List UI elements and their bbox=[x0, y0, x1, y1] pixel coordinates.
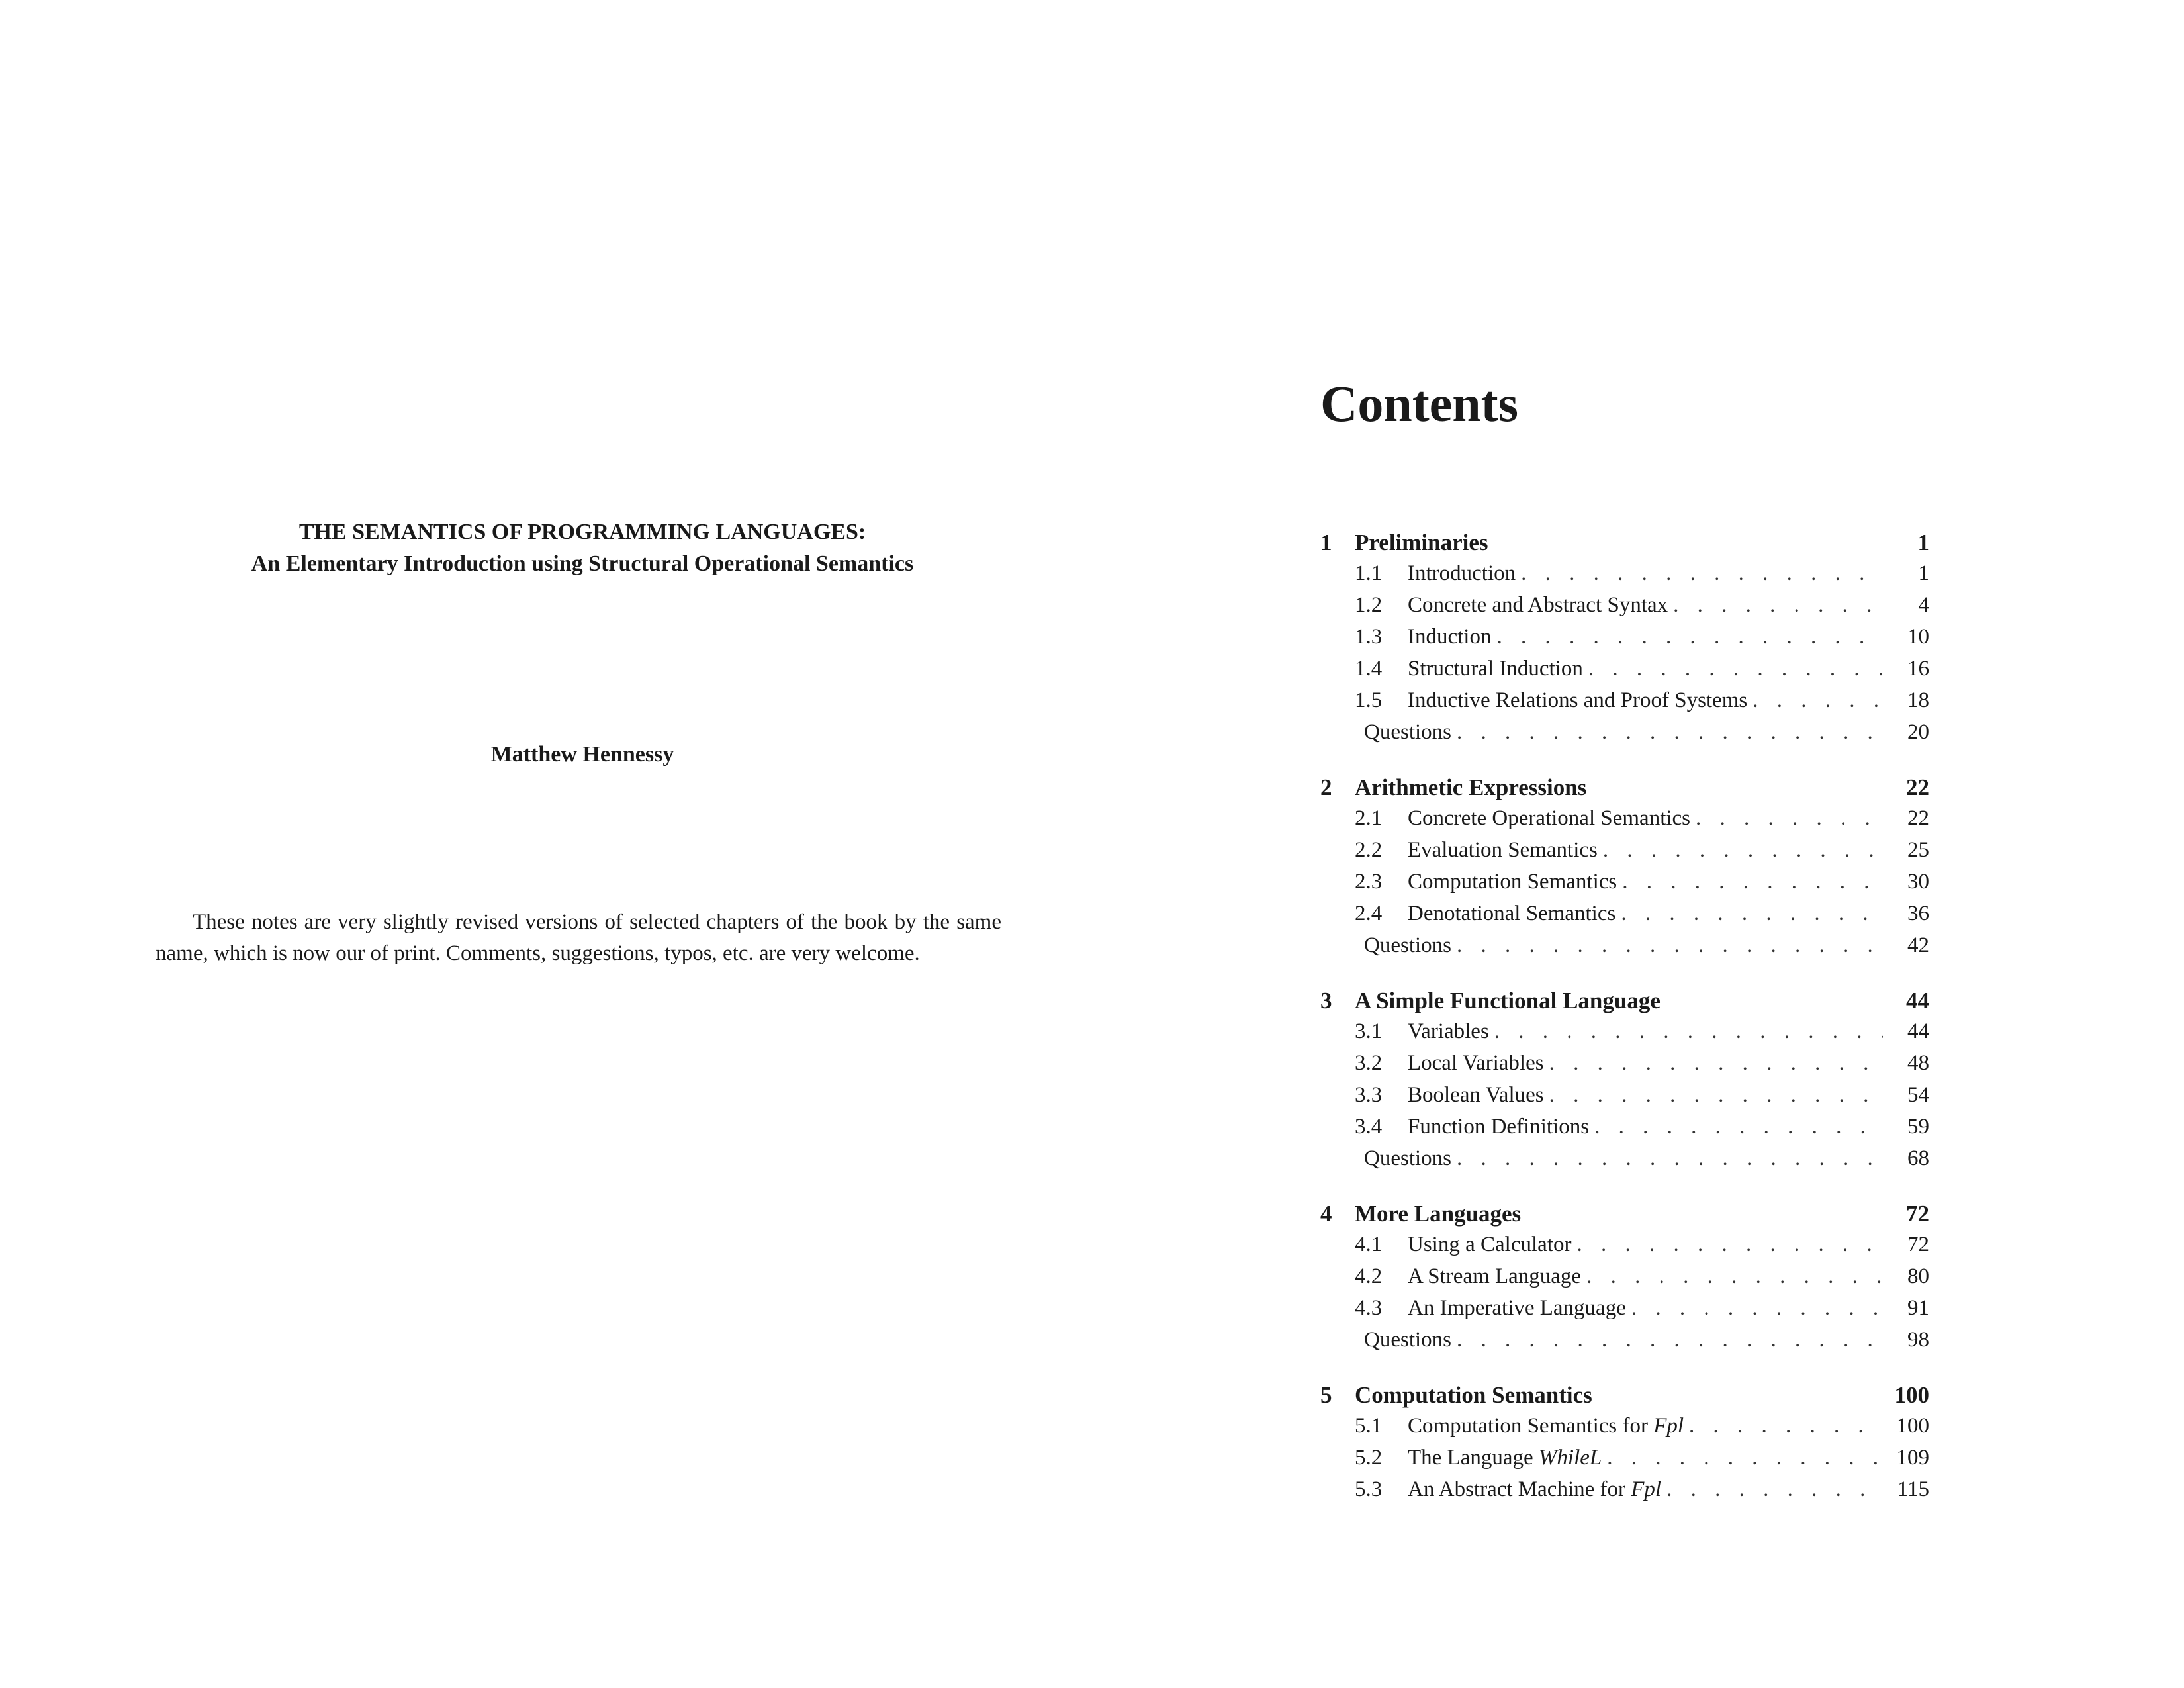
section-page-number: 4 bbox=[1918, 593, 1929, 617]
section-page-number: 16 bbox=[1907, 657, 1929, 680]
section-title-text: Local Variables bbox=[1408, 1051, 1544, 1075]
chapter-number: 3 bbox=[1320, 988, 1332, 1013]
section-page-number: 115 bbox=[1897, 1477, 1929, 1501]
section-title bbox=[1408, 657, 1588, 681]
dot-leader bbox=[1631, 1296, 1883, 1321]
dot-leader bbox=[1457, 720, 1883, 745]
section-title-text: An Imperative Language bbox=[1408, 1296, 1626, 1320]
toc-chapter-row[interactable] bbox=[1320, 1382, 1929, 1414]
toc-chapter-row[interactable] bbox=[1320, 988, 1929, 1019]
section-number: 3.3 bbox=[1355, 1083, 1383, 1107]
section-title bbox=[1408, 1264, 1586, 1289]
toc-chapter-row[interactable] bbox=[1320, 530, 1929, 561]
section-number: 1.2 bbox=[1355, 593, 1383, 617]
chapter-title: More Languages bbox=[1355, 1201, 1522, 1227]
section-title bbox=[1408, 1083, 1549, 1107]
section-title bbox=[1408, 1051, 1549, 1076]
section-page-number: 30 bbox=[1907, 870, 1929, 894]
section-title bbox=[1408, 688, 1752, 713]
section-title-text: Structural Induction bbox=[1408, 657, 1583, 680]
dot-leader bbox=[1603, 838, 1883, 863]
toc-questions-row[interactable] bbox=[1320, 933, 1929, 965]
toc-section-row[interactable] bbox=[1320, 902, 1929, 933]
toc-questions-row[interactable] bbox=[1320, 1147, 1929, 1178]
toc-section-row[interactable] bbox=[1320, 1296, 1929, 1328]
dot-leader bbox=[1673, 593, 1883, 618]
toc-section-row[interactable] bbox=[1320, 1477, 1929, 1509]
chapter-page-number: 22 bbox=[1906, 774, 1929, 800]
contents-heading: Contents bbox=[1320, 375, 1519, 432]
section-page-number: 80 bbox=[1907, 1264, 1929, 1288]
section-page-number: 42 bbox=[1907, 933, 1929, 957]
section-title-text: Questions bbox=[1364, 1328, 1451, 1352]
section-title-text: Questions bbox=[1364, 1147, 1451, 1170]
section-page-number: 36 bbox=[1907, 902, 1929, 925]
author-name: Matthew Hennessy bbox=[490, 742, 674, 767]
section-number: 1.1 bbox=[1355, 561, 1383, 585]
section-title bbox=[1408, 902, 1621, 926]
section-number: 5.2 bbox=[1355, 1446, 1383, 1470]
section-number: 3.2 bbox=[1355, 1051, 1383, 1075]
dot-leader bbox=[1521, 561, 1883, 586]
toc-section-row[interactable] bbox=[1320, 657, 1929, 688]
section-number: 2.1 bbox=[1355, 806, 1383, 830]
section-number: 4.1 bbox=[1355, 1233, 1383, 1256]
section-number: 2.4 bbox=[1355, 902, 1383, 925]
section-page-number: 48 bbox=[1907, 1051, 1929, 1075]
preface-note: These notes are very slightly revised versions of selected chapters of the book by the same name, which is now our of print. Comments, suggestions, typos, etc. are very welcome. bbox=[156, 910, 1001, 965]
section-page-number: 59 bbox=[1907, 1115, 1929, 1139]
toc-section-row[interactable] bbox=[1320, 806, 1929, 838]
section-title bbox=[1408, 870, 1622, 894]
section-title-text: Computation Semantics for bbox=[1408, 1414, 1654, 1438]
section-title-text: Concrete and Abstract Syntax bbox=[1408, 593, 1668, 617]
toc-section-row[interactable] bbox=[1320, 1264, 1929, 1296]
section-title-text: An Abstract Machine for bbox=[1408, 1477, 1631, 1501]
toc-chapter bbox=[1320, 1201, 1929, 1360]
section-page-number: 100 bbox=[1896, 1414, 1929, 1438]
toc-section-row[interactable] bbox=[1320, 1233, 1929, 1264]
dot-leader bbox=[1457, 1147, 1883, 1171]
chapter-number: 4 bbox=[1320, 1201, 1332, 1227]
section-number: 1.4 bbox=[1355, 657, 1383, 680]
chapter-title: Preliminaries bbox=[1355, 530, 1488, 555]
section-title-italic: WhileL bbox=[1538, 1446, 1602, 1470]
section-title bbox=[1408, 1019, 1494, 1044]
section-title-text: Concrete Operational Semantics bbox=[1408, 806, 1691, 830]
toc-questions-row[interactable] bbox=[1320, 720, 1929, 752]
section-title bbox=[1320, 1147, 1457, 1171]
dot-leader bbox=[1549, 1051, 1883, 1076]
dot-leader bbox=[1666, 1477, 1883, 1502]
section-title bbox=[1320, 933, 1457, 958]
book-title bbox=[156, 516, 1009, 580]
toc-section-row[interactable] bbox=[1320, 593, 1929, 625]
dot-leader bbox=[1457, 933, 1883, 958]
section-number: 2.3 bbox=[1355, 870, 1383, 894]
section-title-text: Boolean Values bbox=[1408, 1083, 1544, 1107]
dot-leader bbox=[1607, 1446, 1883, 1470]
section-number: 1.5 bbox=[1355, 688, 1383, 712]
section-title bbox=[1408, 838, 1603, 863]
toc-section-row[interactable] bbox=[1320, 1115, 1929, 1147]
dot-leader bbox=[1457, 1328, 1883, 1352]
toc-section-row[interactable] bbox=[1320, 561, 1929, 593]
toc-section-row[interactable] bbox=[1320, 1446, 1929, 1477]
section-title-text: A Stream Language bbox=[1408, 1264, 1582, 1288]
section-page-number: 68 bbox=[1907, 1147, 1929, 1170]
dot-leader bbox=[1588, 657, 1883, 681]
toc-section-row[interactable] bbox=[1320, 1083, 1929, 1115]
table-of-contents bbox=[1320, 530, 1929, 1532]
dot-leader bbox=[1594, 1115, 1883, 1139]
toc-section-row[interactable] bbox=[1320, 870, 1929, 902]
chapter-page-number: 72 bbox=[1906, 1201, 1929, 1227]
section-page-number: 109 bbox=[1896, 1446, 1929, 1470]
section-title-text: Variables bbox=[1408, 1019, 1489, 1043]
section-page-number: 10 bbox=[1907, 625, 1929, 649]
title-line-2: An Elementary Introduction using Structural Operational Semantics bbox=[251, 551, 914, 576]
toc-section-row[interactable] bbox=[1320, 625, 1929, 657]
section-title-text: Using a Calculator bbox=[1408, 1233, 1572, 1256]
dot-leader bbox=[1586, 1264, 1883, 1289]
toc-section-row[interactable] bbox=[1320, 1051, 1929, 1083]
dot-leader bbox=[1696, 806, 1883, 831]
chapter-title: Computation Semantics bbox=[1355, 1382, 1592, 1408]
section-title-italic: Fpl bbox=[1631, 1477, 1662, 1501]
section-title-text: Computation Semantics bbox=[1408, 870, 1617, 894]
chapter-number: 5 bbox=[1320, 1382, 1332, 1408]
section-title bbox=[1320, 720, 1457, 745]
section-number: 3.4 bbox=[1355, 1115, 1383, 1139]
section-title-text: The Language bbox=[1408, 1446, 1539, 1470]
section-title-italic: Fpl bbox=[1653, 1414, 1684, 1438]
section-title bbox=[1320, 1328, 1457, 1352]
dot-leader bbox=[1622, 870, 1883, 894]
chapter-title: A Simple Functional Language bbox=[1355, 988, 1661, 1013]
section-page-number: 25 bbox=[1907, 838, 1929, 862]
section-number: 4.3 bbox=[1355, 1296, 1383, 1320]
dot-leader bbox=[1494, 1019, 1883, 1044]
section-title bbox=[1408, 1446, 1607, 1470]
section-title bbox=[1408, 1233, 1576, 1257]
section-page-number: 91 bbox=[1907, 1296, 1929, 1320]
toc-section-row[interactable] bbox=[1320, 688, 1929, 720]
chapter-number: 2 bbox=[1320, 774, 1332, 800]
section-title bbox=[1408, 1414, 1689, 1438]
chapter-number: 1 bbox=[1320, 530, 1332, 555]
section-page-number: 1 bbox=[1918, 561, 1929, 585]
toc-section-row[interactable] bbox=[1320, 1414, 1929, 1446]
section-title-text: Induction bbox=[1408, 625, 1492, 649]
section-title-text: Questions bbox=[1364, 933, 1451, 957]
dot-leader bbox=[1689, 1414, 1883, 1438]
section-number: 5.3 bbox=[1355, 1477, 1383, 1501]
dot-leader bbox=[1496, 625, 1883, 649]
toc-chapter bbox=[1320, 530, 1929, 752]
chapter-page-number: 1 bbox=[1917, 530, 1929, 555]
chapter-title: Arithmetic Expressions bbox=[1355, 774, 1587, 800]
toc-section-row[interactable] bbox=[1320, 1019, 1929, 1051]
section-page-number: 72 bbox=[1907, 1233, 1929, 1256]
section-page-number: 44 bbox=[1907, 1019, 1929, 1043]
toc-questions-row[interactable] bbox=[1320, 1328, 1929, 1360]
section-title-text: Inductive Relations and Proof Systems bbox=[1408, 688, 1748, 712]
section-title bbox=[1408, 593, 1673, 618]
section-title bbox=[1408, 1296, 1631, 1321]
dot-leader bbox=[1621, 902, 1883, 926]
chapter-page-number: 100 bbox=[1894, 1382, 1929, 1408]
dot-leader bbox=[1752, 688, 1883, 713]
section-title bbox=[1408, 806, 1696, 831]
section-number: 3.1 bbox=[1355, 1019, 1383, 1043]
toc-chapter-row[interactable] bbox=[1320, 774, 1929, 806]
section-page-number: 98 bbox=[1907, 1328, 1929, 1352]
section-number: 1.3 bbox=[1355, 625, 1383, 649]
section-number: 2.2 bbox=[1355, 838, 1383, 862]
section-number: 5.1 bbox=[1355, 1414, 1383, 1438]
toc-chapter bbox=[1320, 988, 1929, 1178]
section-number: 4.2 bbox=[1355, 1264, 1383, 1288]
section-page-number: 20 bbox=[1907, 720, 1929, 744]
section-page-number: 22 bbox=[1907, 806, 1929, 830]
toc-chapter bbox=[1320, 1382, 1929, 1509]
toc-section-row[interactable] bbox=[1320, 838, 1929, 870]
section-title bbox=[1408, 625, 1496, 649]
title-line-1: THE SEMANTICS OF PROGRAMMING LANGUAGES: bbox=[298, 520, 866, 544]
contents-page bbox=[1092, 0, 2184, 1688]
chapter-page-number: 44 bbox=[1906, 988, 1929, 1013]
section-title-text: Denotational Semantics bbox=[1408, 902, 1616, 925]
section-page-number: 18 bbox=[1907, 688, 1929, 712]
toc-chapter bbox=[1320, 774, 1929, 965]
section-title-text: Evaluation Semantics bbox=[1408, 838, 1598, 862]
section-title-text: Introduction bbox=[1408, 561, 1516, 585]
section-title bbox=[1408, 561, 1521, 586]
dot-leader bbox=[1576, 1233, 1883, 1257]
dot-leader bbox=[1549, 1083, 1883, 1107]
section-title bbox=[1408, 1477, 1666, 1502]
section-title-text: Questions bbox=[1364, 720, 1451, 744]
section-title-text: Function Definitions bbox=[1408, 1115, 1590, 1139]
section-title bbox=[1408, 1115, 1594, 1139]
toc-chapter-row[interactable] bbox=[1320, 1201, 1929, 1233]
section-page-number: 54 bbox=[1907, 1083, 1929, 1107]
